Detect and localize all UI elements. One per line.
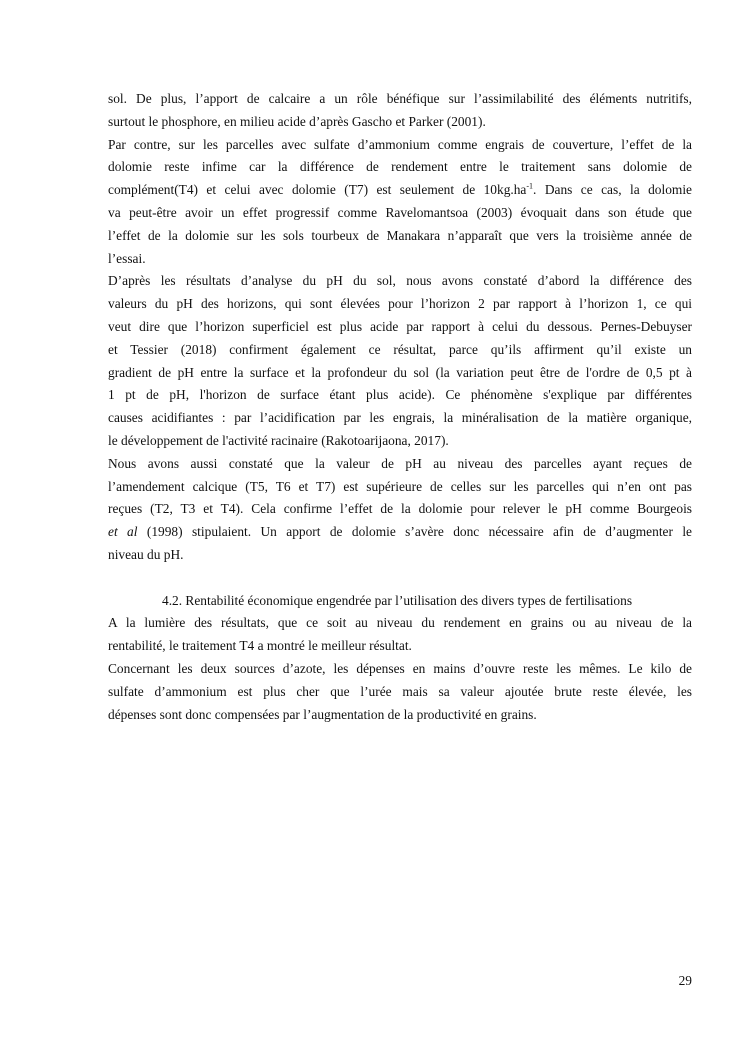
text-line: surtout le phosphore, en milieu acide d’après Gascho et Parker (2001). — [108, 113, 486, 129]
text-line: 1 pt de pH, l'horizon de surface étant plus acide). Ce phénomène s'explique par différentes — [108, 387, 692, 403]
italic-text: et al — [108, 524, 138, 540]
text-line: l’amendement calcique (T5, T6 et T7) est supérieure de celles sur les parcelles qui n’en ont pas — [108, 478, 692, 494]
text-line: rentabilité, le traitement T4 a montré le meilleur résultat. — [108, 638, 412, 654]
text-line-with-superscript — [108, 179, 692, 202]
document-page — [108, 88, 692, 726]
text-line: dolomie reste infime car la différence de rendement entre le traitement sans dolomie de — [108, 159, 692, 175]
text-line: reçues (T2, T3 et T4). Cela confirme l’effet de la dolomie pour relever le pH comme Bourgeois — [108, 501, 692, 517]
text-line: l’effet de la dolomie sur les sols tourbeux de Manakara n’apparaît que vers la troisième année de — [108, 227, 692, 243]
paragraph — [108, 612, 692, 658]
text-line: dépenses sont donc compensées par l’augmentation de la productivité en grains. — [108, 706, 537, 722]
paragraph — [108, 658, 692, 726]
paragraph — [108, 270, 692, 452]
section-heading: 4.2. Rentabilité économique engendrée par l’utilisation des divers types de fertilisations — [162, 592, 633, 608]
text-line: gradient de pH entre la surface et la profondeur du sol (la variation peut être de l'ordre de 0,5 pt à — [108, 364, 692, 380]
text-segment: . Dans ce cas, la dolomie — [533, 182, 692, 198]
text-line: D’après les résultats d’analyse du pH du sol, nous avons constaté d’abord la différence des — [108, 273, 692, 289]
superscript: -1 — [526, 181, 534, 191]
paragraph — [108, 134, 692, 271]
text-line: Concernant les deux sources d’azote, les dépenses en mains d’ouvre reste les mêmes. Le kilo de — [108, 660, 692, 676]
text-segment: complément(T4) et celui avec dolomie (T7) est seulement de 10kg.ha — [108, 182, 527, 198]
paragraph — [108, 88, 692, 134]
text-line: va peut-être avoir un effet progressif comme Ravelomantsoa (2003) évoquait dans son étude que — [108, 204, 692, 220]
page-number: 29 — [678, 973, 692, 988]
blank-line — [108, 567, 692, 590]
text-line: causes acidifiantes : par l’acidification par les engrais, la minéralisation de la matière organique, — [108, 410, 692, 426]
text-line: A la lumière des résultats, que ce soit au niveau du rendement en grains ou au niveau de la — [108, 615, 692, 631]
text-line: valeurs du pH des horizons, qui sont élevées pour l’horizon 2 par rapport à l’horizon 1, ce qui — [108, 296, 692, 312]
text-line: sulfate d’ammonium est plus cher que l’urée mais sa valeur ajoutée brute reste élevée, les — [108, 683, 692, 699]
text-line: Nous avons aussi constaté que la valeur de pH au niveau des parcelles ayant reçues de — [108, 455, 692, 471]
text-line: le développement de l'activité racinaire (Rakotoarijaona, 2017). — [108, 432, 449, 448]
paragraph — [108, 453, 692, 567]
text-line: niveau du pH. — [108, 546, 184, 562]
text-line: et Tessier (2018) confirment également ce résultat, parce qu’ils affirment qu’il existe un — [108, 341, 692, 357]
text-line-with-italic — [108, 521, 692, 544]
text-line: sol. De plus, l’apport de calcaire a un rôle bénéfique sur l’assimilabilité des éléments nutritifs, — [108, 91, 692, 106]
text-segment: (1998) stipulaient. Un apport de dolomie s’avère donc nécessaire afin de d’augmenter le — [137, 524, 693, 540]
text-line: l’essai. — [108, 250, 146, 266]
text-line: Par contre, sur les parcelles avec sulfate d’ammonium comme engrais de couverture, l’effet de la — [108, 136, 692, 152]
text-line: veut dire que l’horizon superficiel est plus acide par rapport à celui du dessous. Pernes-Debuyser — [108, 318, 692, 334]
